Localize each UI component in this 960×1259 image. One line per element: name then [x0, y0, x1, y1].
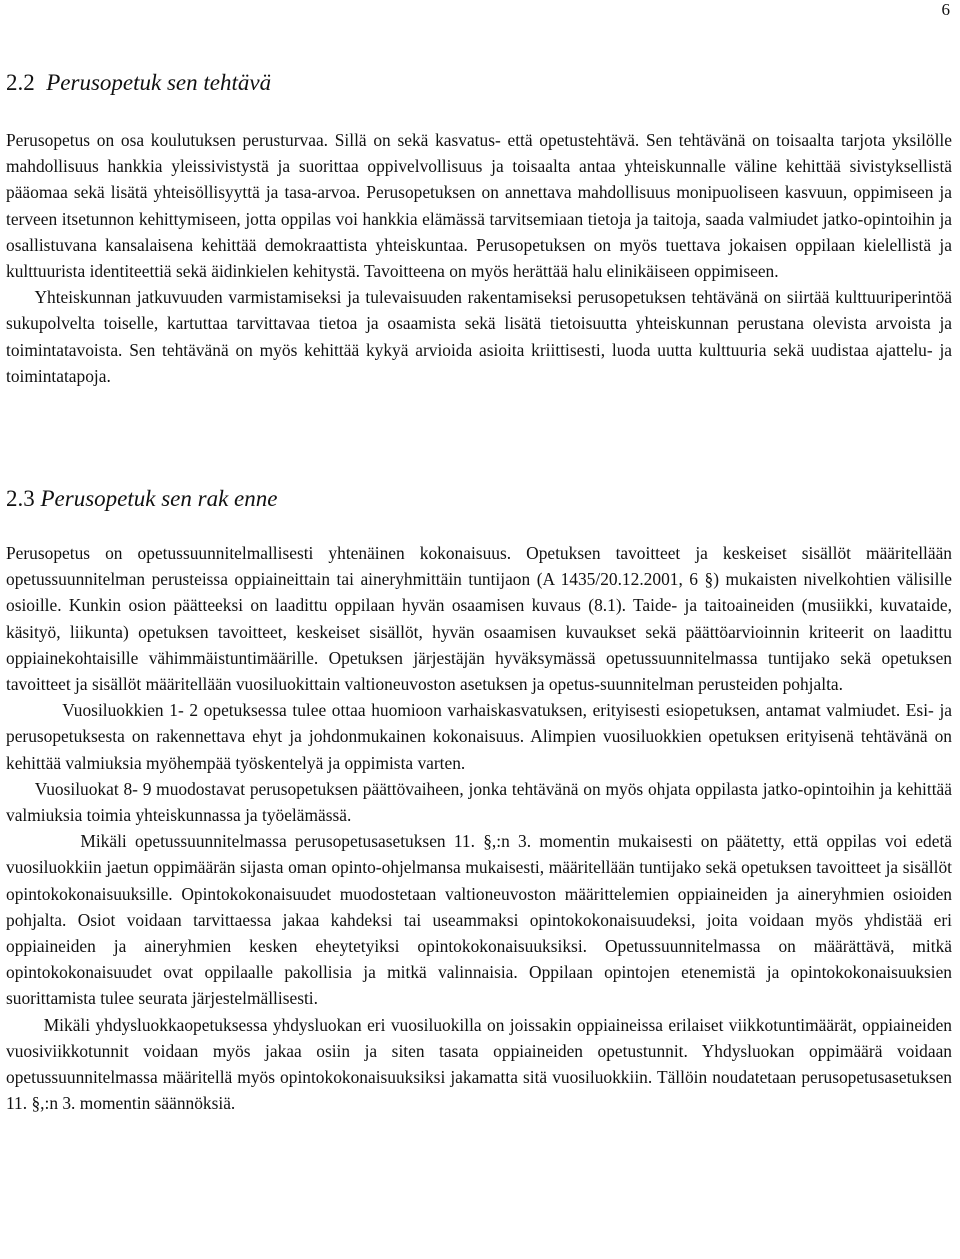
- section-heading-2-2: [6, 70, 271, 96]
- paragraph: Vuosiluokat 8- 9 muodostavat perusopetuksen päättövaiheen, jonka tehtävänä on myös ohjata oppilasta jatko-opintoihin ja kehittää valmiuksia toimia yhteiskunnassa ja työelämässä.: [6, 778, 952, 826]
- section-number: 2.2: [6, 70, 35, 95]
- section-2-2-body: [6, 127, 952, 389]
- section-title: Perusopetuk sen tehtävä: [46, 70, 272, 95]
- paragraph: Yhteiskunnan jatkuvuuden varmistamiseksi ja tulevaisuuden rakentamiseksi perusopetuksen tehtävänä on siirtää kulttuuriperintöä sukupolvelta toiselle, kartuttaa tarvittavaa tietoa ja osaamista sekä lisätä tietoisuutta yhteiskunnan perustana olevista arvoista ja toimintatavoista. Sen tehtävänä on myös kehittää kykyä arvioida asioita kriittisesti, luoda uutta kulttuuria sekä uudistaa ajattelu- ja toimintatapoja.: [6, 287, 952, 386]
- section-2-3-body: [6, 540, 952, 1116]
- paragraph: Perusopetus on opetussuunnitelmallisesti yhtenäinen kokonaisuus. Opetuksen tavoitteet ja keskeiset sisällöt määritellään opetussuunnitelman perusteissa oppiaineittain tai aineryhmittäin tuntijaon (A 1435/20.12.2001, 6 §) mukaisten nivelkohtien välisille osioille. Kunkin osion päätteeksi on laadittu oppilaan hyvän osaamisen kuvaus (8.1). Taide- ja taitoaineiden (musiikki, kuvataide, käsityö, liikunta) opetuksen tavoitteet, keskeiset sisällöt, hyvän osaamisen kuvaukset sekä päättöarvioinnin kriteerit on laadittu oppiainekohtaisille vähimmäistuntimäärille. Opetuksen järjestäjän hyväksymässä opetussuunnitelmassa tuntijako sekä opetuksen tavoitteet ja sisällöt määritellään vuosiluokittain valtioneuvoston asetuksen ja opetus-suunnitelman perusteiden pohjalta.: [6, 543, 952, 695]
- section-number: 2.3: [6, 486, 35, 511]
- paragraph: Perusopetuksen on annettava mahdollisuus monipuoliseen kasvuun, oppimiseen ja terveen itsetunnon kehittymiseen, jotta oppilas voi hankkia elämässä tarvitsemiaan tietoja ja taitoja, saada valmiudet jatko-opintoihin ja osallistuvana kansalaisena kehittää demokraattista yhteiskuntaa. Perusopetuksen on myös tuettava jokaisen oppilaan kielellistä ja kulttuurista identiteettiä sekä äidinkielen kehitystä. Tavoitteena on myös herättää halu elinikäiseen oppimiseen.: [6, 182, 952, 282]
- section-title: Perusopetuk sen rak enne: [40, 486, 278, 511]
- page-number: 6: [941, 0, 950, 19]
- paragraph: Mikäli opetussuunnitelmassa perusopetusasetuksen 11. §,:n 3. momentin mukaisesti on päätetty, että oppilas voi edetä vuosiluokkiin jaetun oppimäärän sijasta oman opinto-ohjelmansa mukaisesti, määritellään tuntijako sekä opetuksen tavoitteet ja sisällöt opintokokonaisuuksille. Opintokokonaisuudet muodostetaan valtioneuvoston määrittelemien oppiaineiden ja aineryhmien osioiden pohjalta. Osiot voidaan tarvittaessa jakaa kahdeksi tai useammaksi opintokokonaisuudeksi, joita voidaan myös yhdistää eri oppiaineiden ja aineryhmien kesken eheytetyiksi opintokokonaisuuksiksi. Opetussuunnitelmassa on määrättävä, mitkä opintokokonaisuudet ovat oppilaalle pakollisia ja mitkä valinnaisia. Oppilaan opintojen etenemistä ja opintokokonaisuuksien suorittamista tulee seurata järjestelmällisesti.: [6, 831, 952, 1009]
- section-heading-2-3: [6, 486, 277, 512]
- paragraph: Vuosiluokkien 1- 2 opetuksessa tulee ottaa huomioon varhaiskasvatuksen, erityisesti esiopetuksen, antamat valmiudet. Esi- ja perusopetuksesta on rakennettava ehyt ja johdonmukainen kokonaisuus. Alimpien vuosiluokkien opetuksen erityisenä tehtävänä on kehittää valmiuksia myöhempää työskentelyä ja oppimista varten.: [6, 700, 953, 773]
- paragraph: Mikäli yhdysluokkaopetuksessa yhdysluokan eri vuosiluokilla on joissakin oppiaineissa erilaiset viikkotuntimäärät, oppiaineiden vuosiviikkotunnit voidaan myös jakaa osiin ja siten tasata oppiaineiden opetustunnit. Yhdysluokan oppimäärä voidaan opetussuunnitelmassa määritellä myös opintokokonaisuuksiksi jakamatta sitä vuosiluokkiin. Tällöin noudatetaan perusopetusasetuksen 11. §,:n 3. momentin säännöksiä.: [6, 1014, 952, 1114]
- paragraph: Perusopetus on osa koulutuksen perusturvaa. Sillä on sekä kasvatus- että opetustehtävä. Sen tehtävänä on toisaalta tarjota yksilölle mahdollisuus hankkia yleissivistystä ja suorittaa oppivelvollisuus ja toisaalta antaa yhteiskunnalle väline kehittää sivistyksellistä pääomaa sekä lisätä yhteisöllisyyttä ja tasa-arvoa.: [6, 130, 952, 203]
